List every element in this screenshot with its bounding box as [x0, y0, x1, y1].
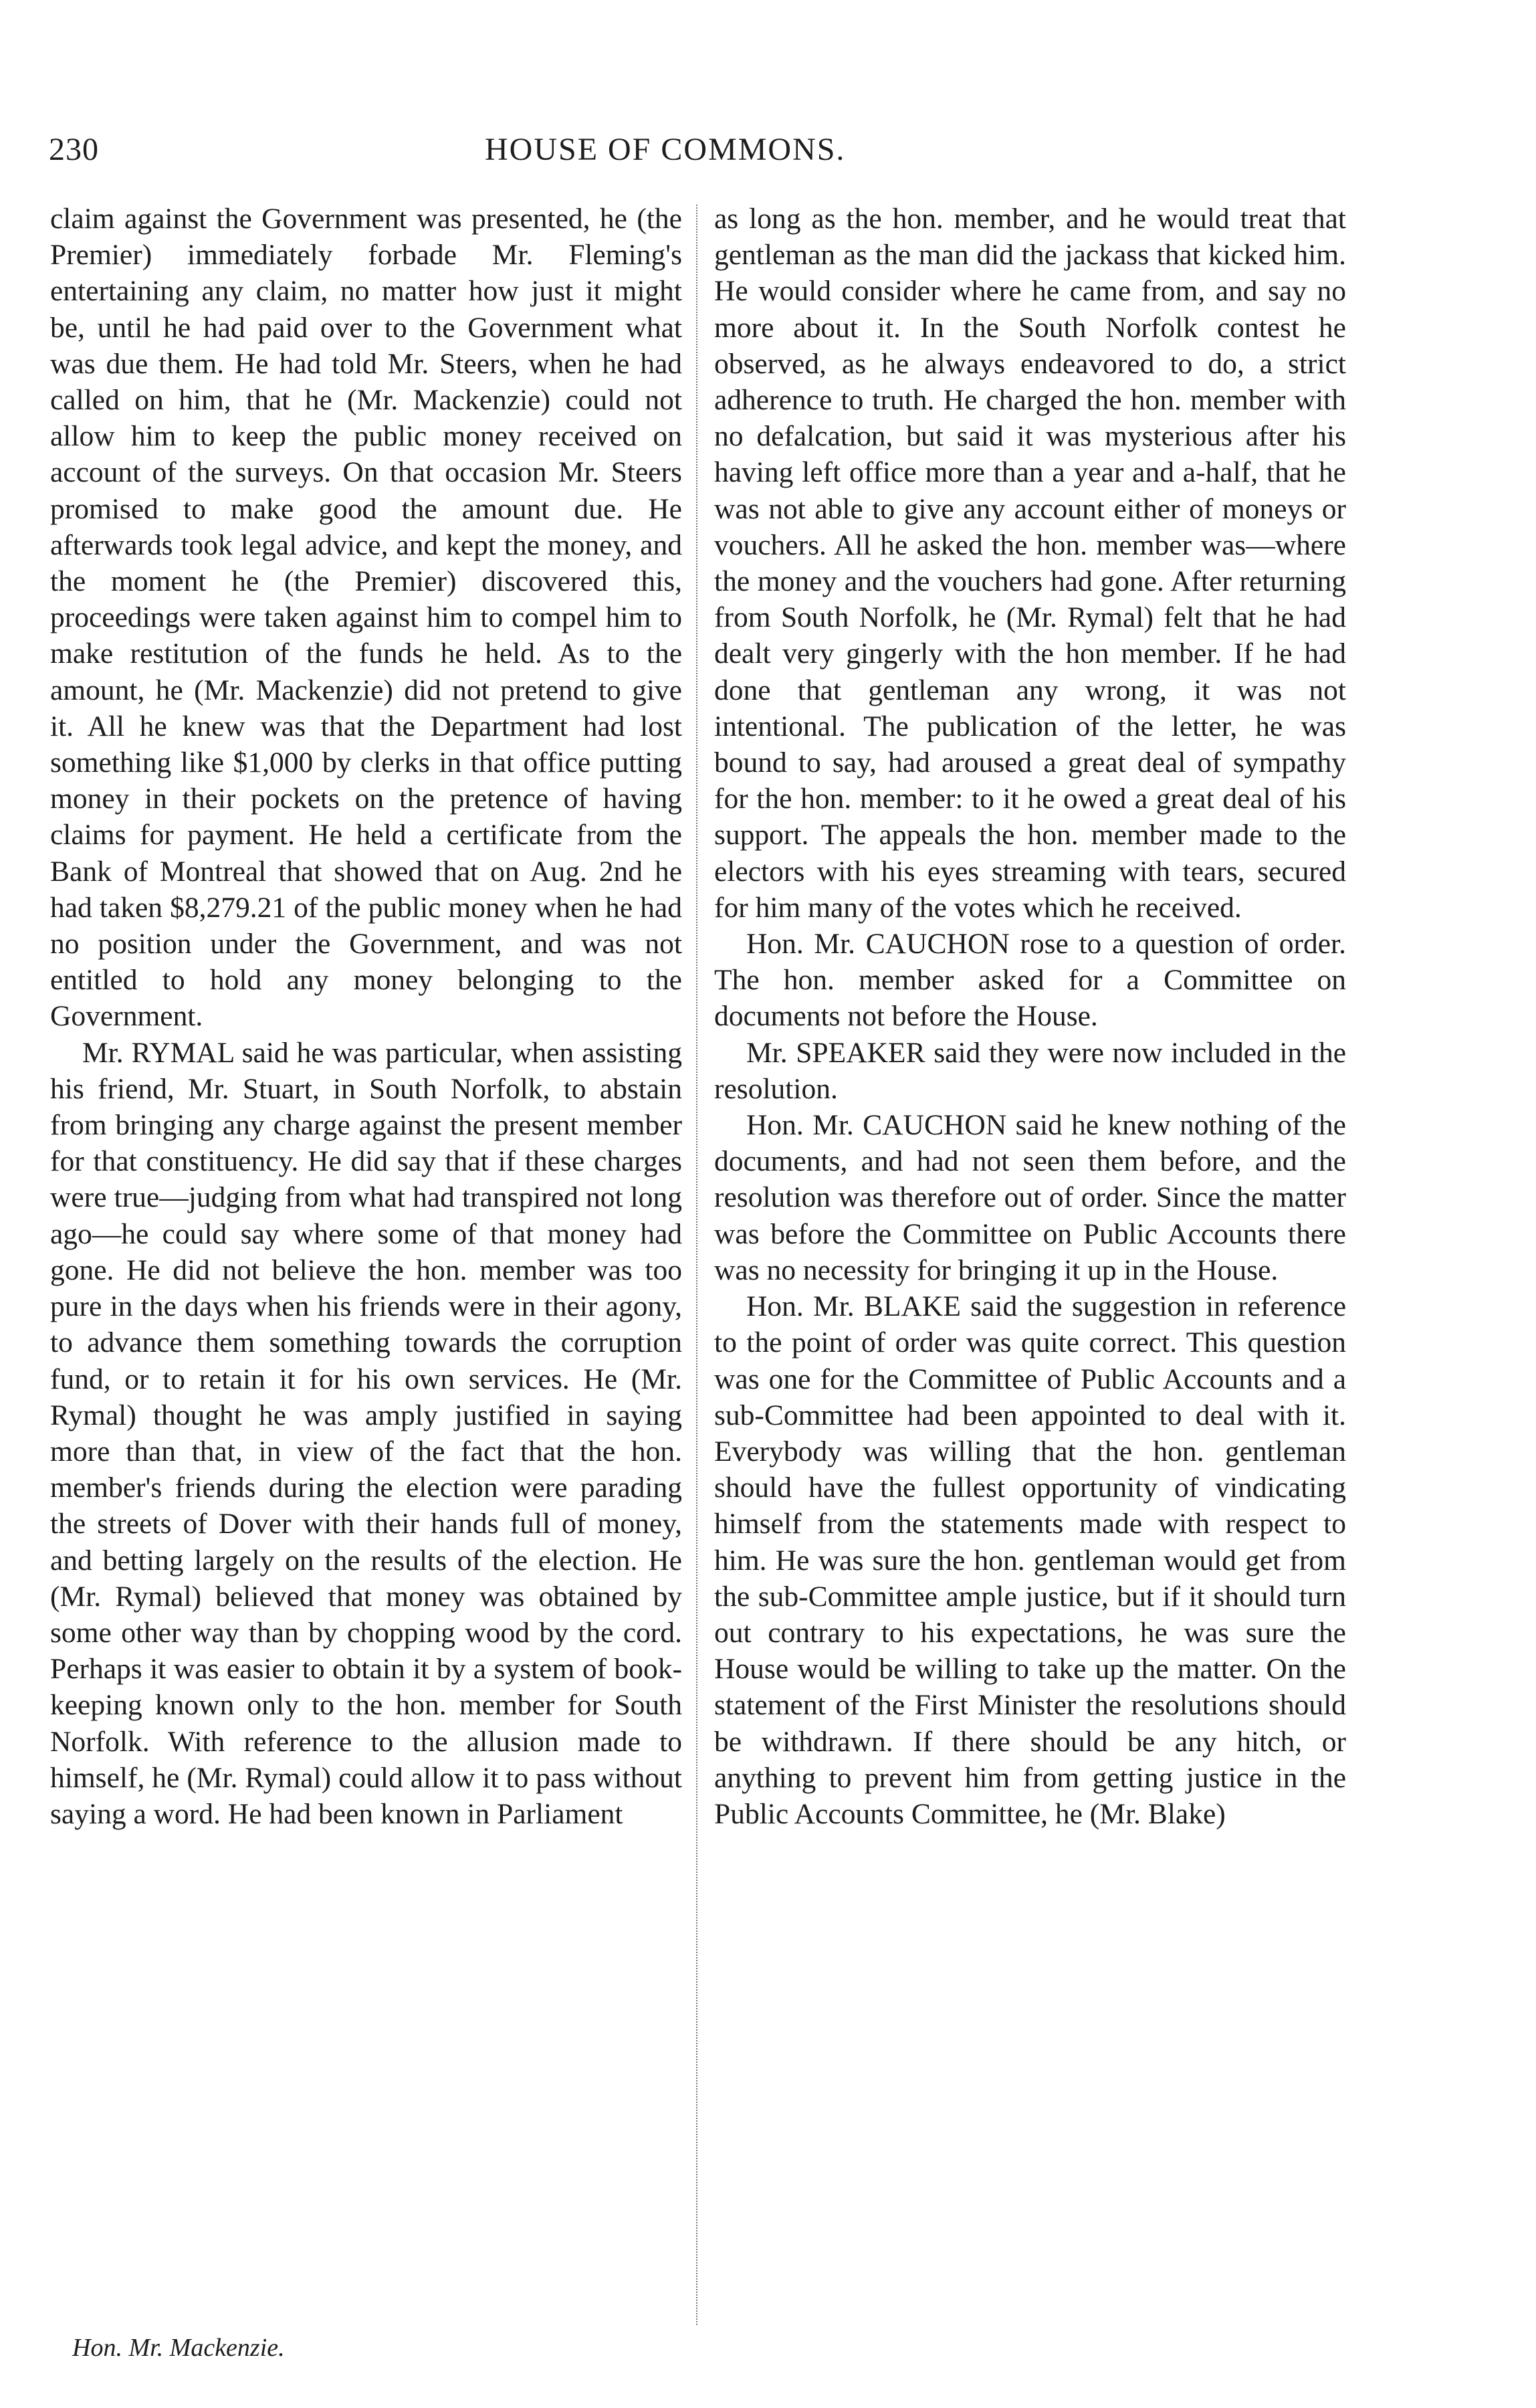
paragraph-rymal-continued: as long as the hon. member, and he would treat that gentleman as the man did the jackass that kicked him. He would consider where he came from, and say no more about it. In the South Norfolk contest he observed, as he always endeavored to do, a strict adherence to truth. He charged the hon. member with no defalcation, but said it was mysterious after his having left office more than a year and a-half, that he was not able to give any account either of moneys or vouchers. All he asked the hon. member was—where the money and the vouchers had gone. After returning from South Norfolk, he (Mr. Rymal) felt that he had dealt very gingerly with the hon member. If he had done that gentleman any wrong, it was not intentional. The publication of the letter, he was bound to say, had aroused a great deal of sympathy for the hon. member: to it he owed a great deal of his support. The appeals the hon. member made to the electors with his eyes streaming with tears, secured for him many of the votes which he received.	[714, 203, 1346, 924]
right-column	[714, 201, 1346, 1832]
running-title: HOUSE OF COMMONS.	[485, 132, 846, 167]
paragraph-blake: Hon. Mr. BLAKE said the suggestion in reference to the point of order was quite correct. This question was one for the Committee of Public Accounts and a sub-Committee had been appointed to deal with it. Everybody was willing that the hon. gentleman should have the fullest opportunity of vindicating himself from the statements made with respect to him. He was sure the hon. gentleman would get from the sub-Committee ample justice, but if it should turn out contrary to his expectations, he was sure the House would be willing to take up the matter. On the statement of the First Minister the resolutions should be withdrawn. If there should be any hitch, or anything to prevent him from getting justice in the Public Accounts Committee, he (Mr. Blake)	[714, 1290, 1346, 1830]
left-column	[50, 201, 682, 1832]
paragraph-speaker: Mr. SPEAKER said they were now included in the resolution.	[714, 1036, 1346, 1105]
paragraph-cauchon-order: Hon. Mr. CAUCHON rose to a question of order. The hon. member asked for a Committee on documents not before the House.	[714, 928, 1346, 1033]
speaker-footnote: Hon. Mr. Mackenzie.	[72, 2334, 285, 2362]
page-number: 230	[49, 132, 99, 167]
paragraph-rymal: Mr. RYMAL said he was particular, when assisting his friend, Mr. Stuart, in South Norfolk, to abstain from bringing any charge against the present member for that constituency. He did say that if these charges were true—judging from what had transpired not long ago—he could say where some of that money had gone. He did not believe the hon. member was too pure in the days when his friends were in their agony, to advance them something towards the corruption fund, or to retain it for his own services. He (Mr. Rymal) thought he was amply justified in saying more than that, in view of the fact that the hon. member's friends during the election were parading the streets of Dover with their hands full of money, and betting largely on the results of the election. He (Mr. Rymal) believed that money was obtained by some other way than by chopping wood by the cord. Perhaps it was easier to obtain it by a system of book-keeping known only to the hon. member for South Norfolk. With reference to the allusion made to himself, he (Mr. Rymal) could allow it to pass without saying a word. He had been known in Parliament	[50, 1036, 682, 1830]
column-divider	[696, 205, 697, 2325]
paragraph-continuation: claim against the Government was presented, he (the Premier) immediately forbade Mr. Fleming's entertaining any claim, no matter how just it might be, until he had paid over to the Government what was due them. He had told Mr. Steers, when he had called on him, that he (Mr. Mackenzie) could not allow him to keep the public money received on account of the surveys. On that occasion Mr. Steers promised to make good the amount due. He afterwards took legal advice, and kept the money, and the moment he (the Premier) discovered this, proceedings were taken against him to compel him to make restitution of the funds he held. As to the amount, he (Mr. Mackenzie) did not pretend to give it. All he knew was that the Department had lost something like $1,000 by clerks in that office putting money in their pockets on the pretence of having claims for payment. He held a certificate from the Bank of Montreal that showed that on Aug. 2nd he had taken $8,279.21 of the public money when he had no position under the Government, and was not entitled to hold any money belonging to the Government.	[50, 203, 682, 1033]
paragraph-cauchon-reply: Hon. Mr. CAUCHON said he knew nothing of the documents, and had not seen them before, and the resolution was therefore out of order. Since the matter was before the Committee on Public Accounts there was no necessity for bringing it up in the House.	[714, 1109, 1346, 1286]
